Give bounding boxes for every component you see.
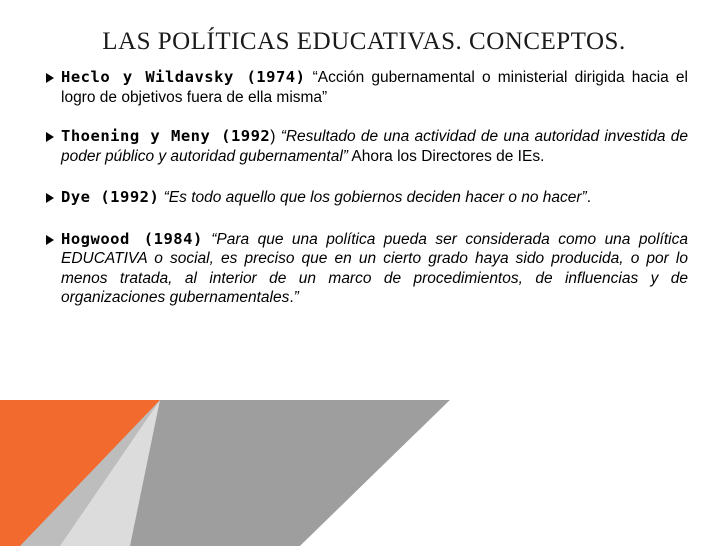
author-label: Hogwood (1984) — [61, 229, 203, 248]
quote-text: “Acción gubernamental o ministerial dirigida hacia el logro de objetivos fuera de ella misma” — [61, 69, 688, 106]
note-text: Ahora los Directores de IEs. — [347, 147, 545, 165]
period-text: . — [586, 189, 592, 206]
quote-close: ” — [293, 289, 299, 306]
author-label: Heclo y Wildavsky (1974) — [61, 68, 306, 86]
bullet-arrow-icon — [46, 73, 54, 83]
list-item — [44, 188, 688, 208]
bullet-arrow-icon — [46, 193, 54, 203]
author-close: ) — [270, 128, 276, 145]
list-item — [44, 127, 688, 166]
list-item — [44, 68, 688, 107]
bullet-arrow-icon — [46, 235, 54, 245]
quote-text: “Resultado de una actividad de una autoridad investida de poder público y autoridad gubernamental” — [61, 128, 688, 165]
period-text: . — [289, 289, 294, 306]
quote-text: “Es todo aquello que los gobiernos deciden hacer o no hacer” — [159, 189, 587, 206]
quote-text: “Para que una política pueda ser considerada como una política EDUCATIVA o social, es preciso que en un cierto grado haya sido producida, o por lo menos tratada, al interior de un marco de procedimientos, de influencias y de organizaciones gubernamentales — [61, 230, 688, 306]
bullet-arrow-icon — [46, 132, 54, 142]
list-item — [44, 230, 688, 308]
author-label: Dye (1992) — [61, 188, 160, 206]
bullet-list — [44, 68, 688, 308]
page-title: LAS POLÍTICAS EDUCATIVAS. CONCEPTOS. — [102, 28, 626, 55]
author-label: Thoening y Meny (1992 — [61, 127, 271, 145]
